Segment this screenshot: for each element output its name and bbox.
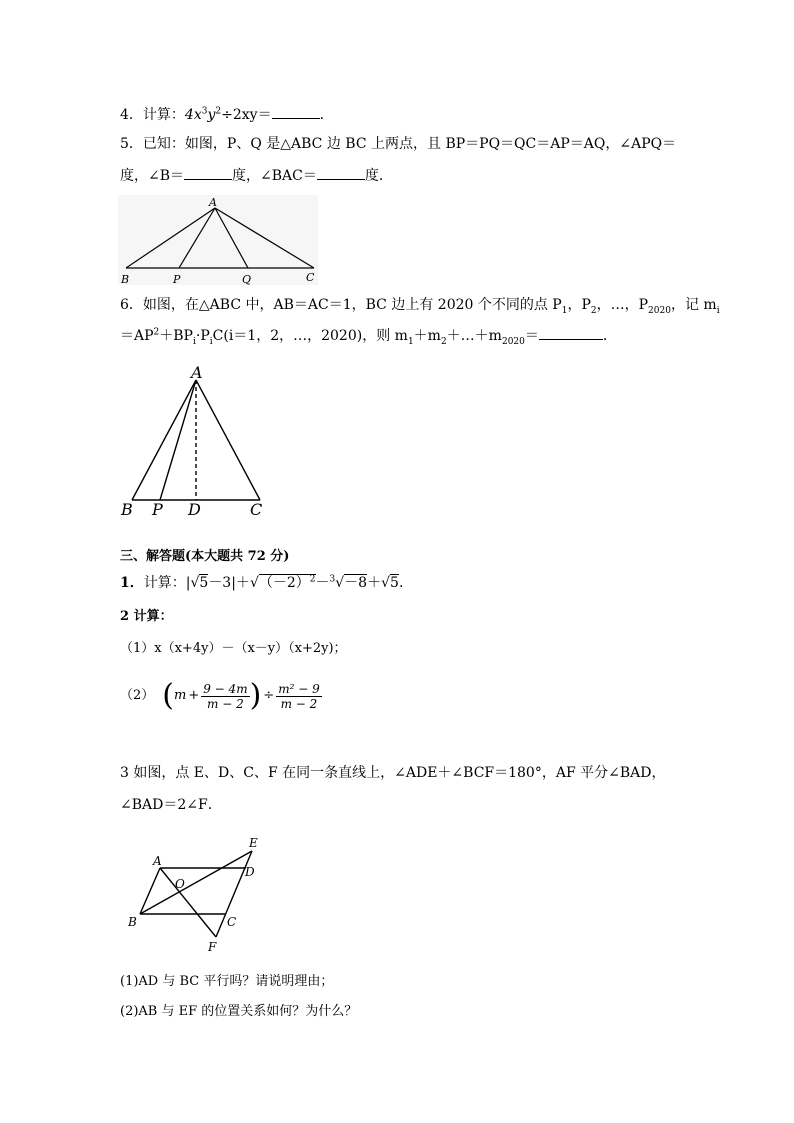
q6-label-c: C (250, 500, 263, 519)
p1-radicand-4: 5 (390, 575, 399, 591)
p1-number: 1． (120, 575, 144, 591)
p2-fraction-1 (201, 682, 249, 711)
q6-label-d: D (188, 500, 201, 519)
sqrt-icon: √ (335, 575, 345, 591)
q5-text-a: 度，∠B＝ (120, 168, 185, 184)
q6-sub-4: i (716, 305, 720, 316)
q6-sub-1: 1 (561, 305, 568, 316)
p3-label-a: A (153, 854, 162, 868)
q6-text-2f: ＋…＋m (446, 328, 502, 344)
p3-question-1: (1)AD 与 BC 平行吗？请说明理由； (120, 974, 334, 989)
right-paren-icon: ) (249, 678, 262, 713)
q5-label-q: Q (242, 273, 252, 286)
q6-sub-8: 2 (440, 336, 447, 347)
q6-text-2a: ＝AP (120, 328, 154, 344)
q6-sup: 2 (153, 327, 160, 338)
q6-sub-5: i (192, 336, 196, 347)
q5-line-1: 5．已知：如图，P、Q 是△ABC 边 BC 上两点，且 BP＝PQ＝QC＝AP＝AQ，∠APQ＝ (120, 136, 677, 152)
q6-label-a: A (191, 363, 203, 382)
q6-text-2g: ＝ (524, 328, 539, 344)
p3-line-af (160, 868, 216, 937)
p2-f1-denominator: m − 2 (207, 696, 244, 711)
p3-line-1: 3 如图，点 E、D、C、F 在同一条直线上，∠ADE＋∠BCF＝180°，AF 平分∠BAD， (120, 765, 666, 781)
p2-var-m: m (174, 688, 187, 703)
q6-end: ． (602, 328, 617, 344)
q6-text-c2: ，…，P (596, 297, 649, 313)
q6-figure (118, 360, 278, 520)
p1-end: . (398, 575, 404, 591)
p3-question-2: (2)AB 与 EF 的位置关系如何？为什么？ (120, 1004, 358, 1019)
p2-f2-numerator: m² − 9 (278, 681, 320, 696)
p3-label-d: D (245, 865, 255, 879)
q6-text-2d: C(i＝1，2，…，2020)，则 m (212, 328, 408, 344)
q6-sub-9: 2020 (501, 336, 525, 347)
p3-label-e: E (249, 836, 258, 850)
q4-label: 计算： (142, 107, 185, 123)
q6-sub-7: 1 (407, 336, 414, 347)
q6-sub-3: 2020 (648, 305, 671, 316)
p2-fraction-2 (276, 682, 322, 711)
q6-text-a: 6．如图，在△ABC 中，AB＝AC＝1，BC 边上有 2020 个不同的点 P (120, 297, 562, 313)
q5-text-b: 度，∠BAC＝ (232, 168, 317, 184)
q5-label-b: B (121, 273, 130, 286)
q6-text-2e: ＋m (413, 328, 441, 344)
p3-line-2: ∠BAD＝2∠F． (120, 797, 222, 813)
left-paren-icon: ( (162, 678, 174, 713)
q5-blank-b[interactable] (184, 165, 232, 180)
q6-sub-2: 2 (590, 305, 597, 316)
sqrt-icon: √ (190, 575, 200, 591)
q6-answer-blank[interactable] (539, 325, 603, 340)
q6-sub-6: i (209, 336, 213, 347)
q6-label-b: B (121, 500, 133, 519)
p2-sub2-label: （2） (120, 688, 155, 703)
q5-figure (118, 195, 318, 285)
p1-radicand-3: －8 (344, 575, 368, 591)
p1-sup: 2 (309, 574, 316, 585)
p2-plus: + (188, 688, 200, 703)
q6-label-p: P (152, 500, 163, 519)
p2-title: 2 计算： (120, 609, 173, 624)
p1-radicand-2: （－2） (258, 575, 310, 591)
p2-f1-numerator: 9 − 4m (203, 681, 248, 696)
q4-sup-2: 2 (215, 106, 222, 117)
p2-divide: ÷ (263, 688, 275, 703)
q4-expr-b: y (207, 107, 216, 123)
p1-radicand-1: 5 (199, 575, 209, 591)
q5-label-p: P (173, 273, 181, 286)
q6-line-ac (196, 380, 260, 500)
p3-figure (120, 833, 270, 963)
p3-label-o: O (175, 877, 185, 891)
q6-line-1 (120, 296, 720, 314)
p2-sub-1: （1）x（x+4y）－（x－y）（x+2y)； (120, 641, 347, 656)
q4-end: ． (319, 107, 334, 123)
sqrt-icon: √ (249, 575, 259, 591)
q4-sup-1: 3 (201, 106, 208, 117)
q5-figure-bg (118, 195, 318, 285)
q4-number: 4． (120, 107, 143, 123)
q4-answer-blank[interactable] (272, 104, 320, 119)
p3-label-b: B (128, 915, 137, 929)
p2-f2-denominator: m − 2 (280, 696, 318, 711)
p1-root-index: 3 (329, 574, 336, 585)
question-4 (120, 104, 334, 124)
q5-line-2 (120, 165, 393, 185)
q6-line-ap (160, 380, 196, 500)
q4-expr-a: 4x (184, 107, 202, 123)
q5-text-c: 度． (364, 168, 393, 184)
q6-text-b: ，记 m (670, 297, 717, 313)
p1-text-a: 计算：| (143, 575, 191, 591)
q6-line-ab (132, 380, 196, 500)
p2-sub-2 (120, 676, 322, 716)
sqrt-icon: √ (381, 575, 391, 591)
q6-text-2c: ·P (195, 328, 210, 344)
q5-label-c: C (306, 271, 315, 284)
section-title: 三、解答题(本大题共 72 分) (120, 549, 290, 564)
q6-text-c1: ，P (567, 297, 591, 313)
q5-blank-bac[interactable] (317, 165, 365, 180)
p3-line-ab (140, 868, 160, 914)
p3-label-f: F (208, 940, 217, 954)
q5-label-a: A (209, 196, 217, 209)
p1-text-d: ＋ (367, 575, 382, 591)
p1-text-c: － (315, 575, 330, 591)
q4-expr-c: ÷2xy＝ (221, 107, 272, 123)
p1-text-b: －3|＋ (208, 575, 250, 591)
p3-label-c: C (227, 915, 237, 929)
problem-1 (120, 574, 403, 592)
q6-line-2 (120, 325, 617, 345)
q6-text-2b: ＋BP (159, 328, 193, 344)
